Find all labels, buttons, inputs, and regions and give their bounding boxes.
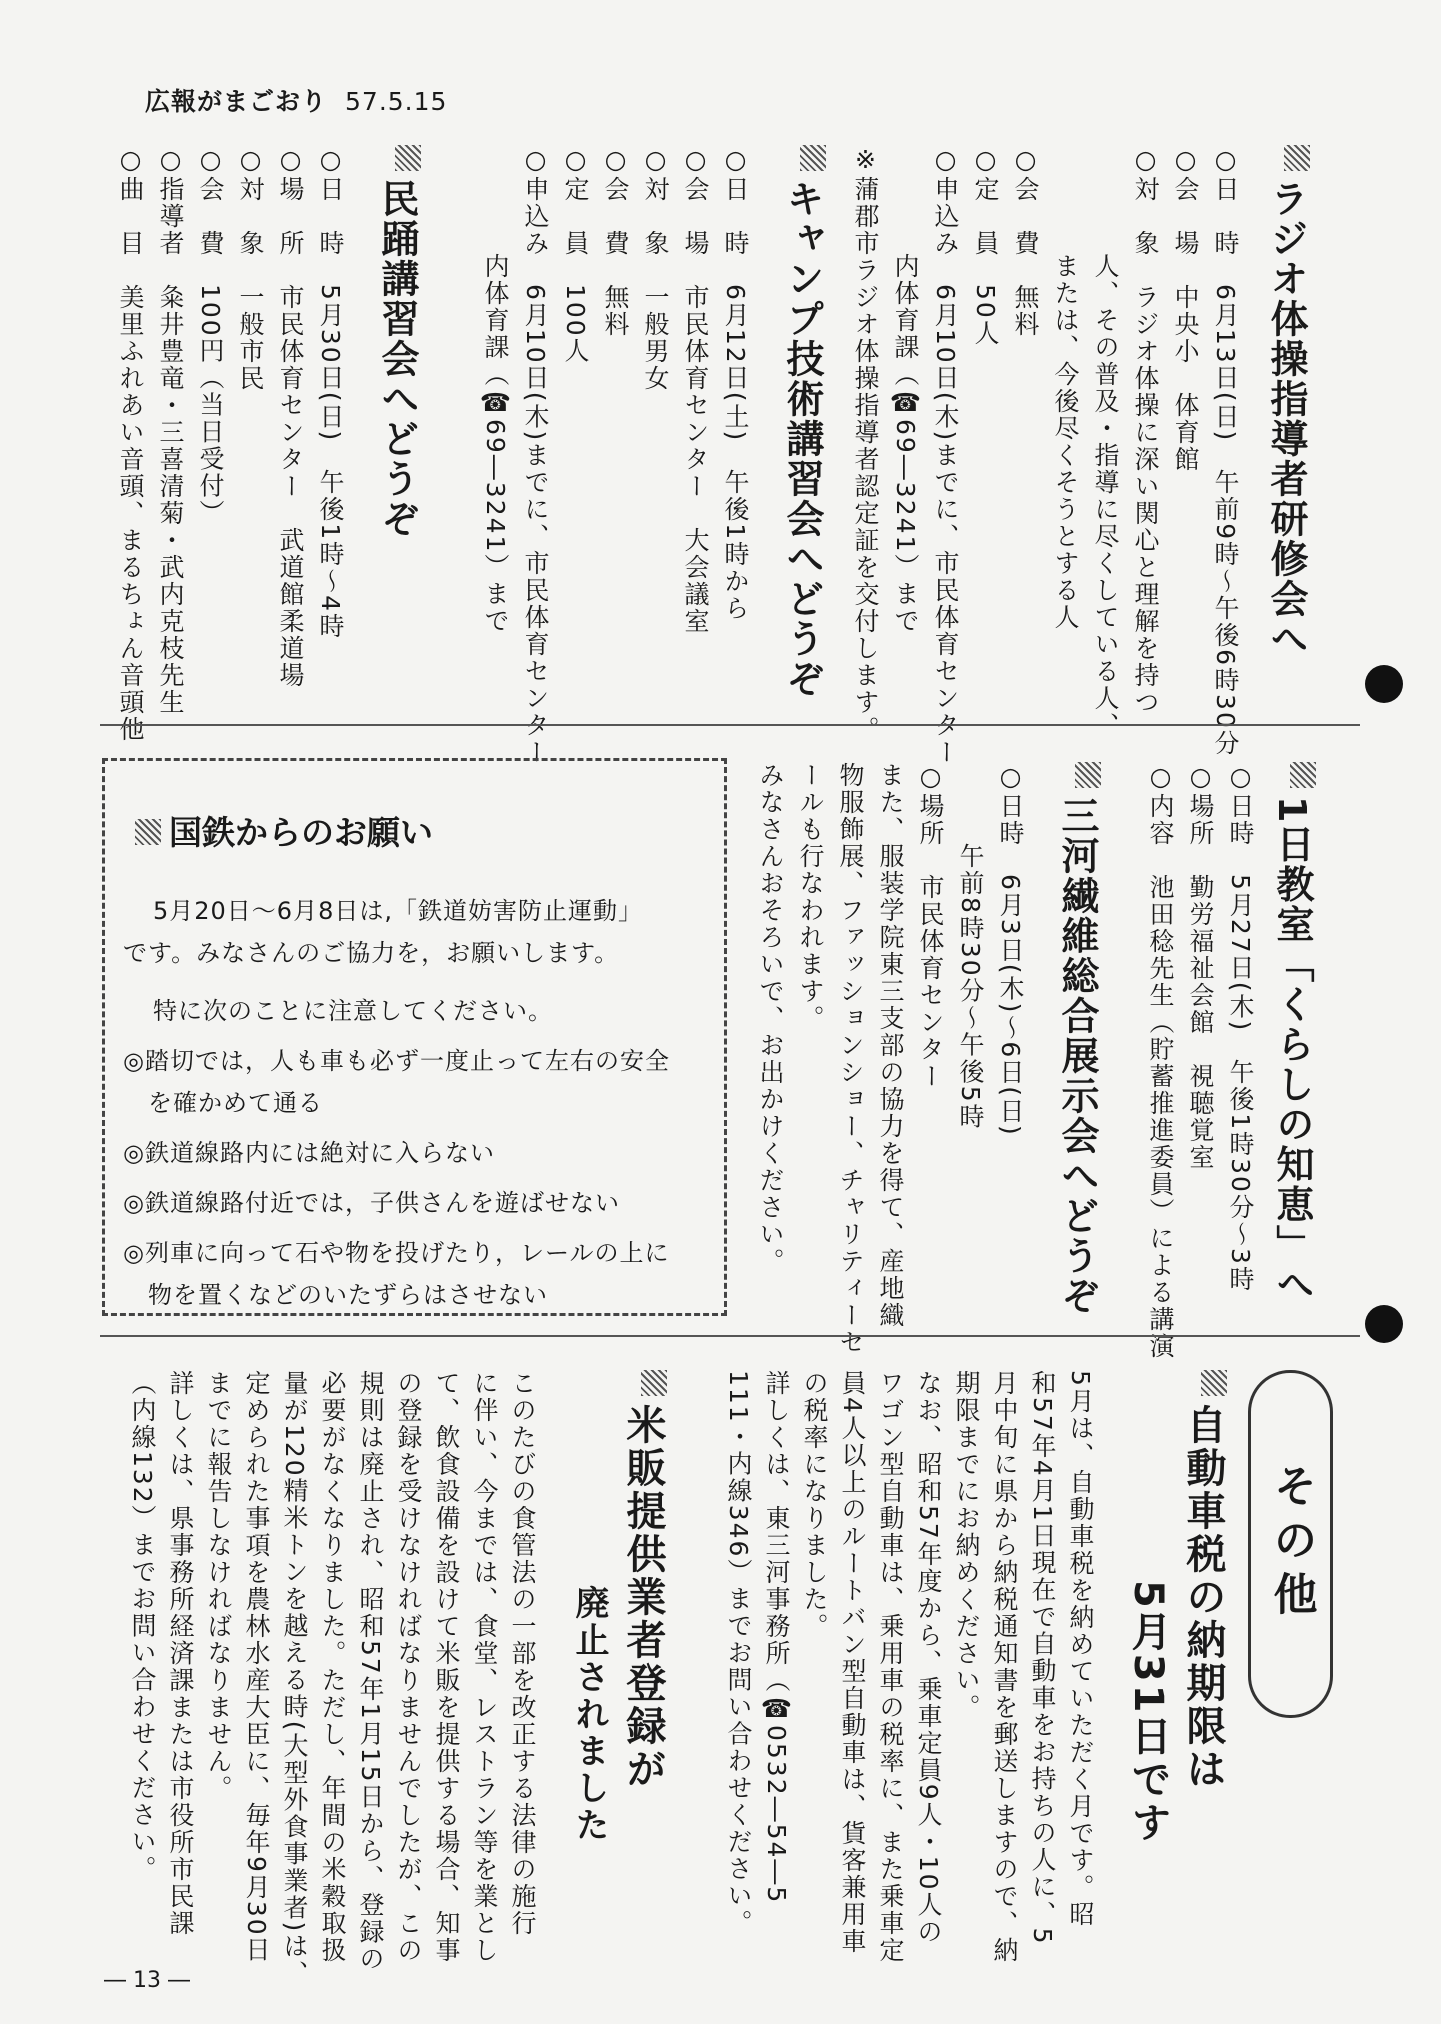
jidousha-line: 5月は、自動車税を納めていただく月です。昭 <box>1066 1370 1095 1928</box>
minyo-line: ○日 時 5月30日(日) 午後1時～4時 <box>316 145 345 641</box>
hatch-mark <box>135 819 161 845</box>
ichinichi-line: ○場所 勤労福祉会館 視聴覚室 <box>1186 762 1215 1171</box>
beihan-line: て、飲食設備を設けて米販を提供する場合、知事 <box>432 1370 461 1964</box>
beihan-line: 規則は廃止され、昭和57年1月15日から、登録の <box>356 1370 385 1973</box>
hatch-mark <box>1075 762 1101 788</box>
kokutetsu-line: ◎列車に向って石や物を投げたり，レールの上に <box>123 1239 670 1267</box>
beihan-line: の登録を受けなければなりませんでしたが、この <box>394 1370 423 1964</box>
bullet-dot <box>1365 665 1403 703</box>
radio-line: ○会 場 中央小 体育館 <box>1171 145 1200 473</box>
minyo-section <box>100 145 430 743</box>
camp-line: ○対 象 一般男女 <box>641 145 670 392</box>
mikawa-line: 午前8時30分～午後5時 <box>956 762 985 1131</box>
mikawa-line: また、服装学院東三支部の協力を得て、産地織 <box>876 762 905 1329</box>
beihan-title: 米販提供業者登録が <box>615 1370 672 1791</box>
minyo-line: ○場 所 市民体育センター 武道館柔道場 <box>276 145 305 689</box>
jidousha-line: 和57年4月1日現在で自動車をお持ちの人に、5 <box>1028 1370 1057 1946</box>
jidousha-line: ワゴン型自動車は、乗用車の税率に、また乗車定 <box>876 1370 905 1964</box>
beihan-line: までに報告しなければなりません。 <box>204 1370 233 1802</box>
kokutetsu-line: 5月20日～6月8日は,「鉄道妨害防止運動」 <box>153 897 643 925</box>
jidousha-title: 自動車税の納期限は <box>1175 1370 1232 1791</box>
beihan-line: このたびの食管法の一部を改正する法律の施行 <box>508 1370 537 1937</box>
hatch-mark <box>800 145 826 171</box>
kokutetsu-line: 特に次のことに注意してください。 <box>153 997 553 1025</box>
hatch-mark <box>1290 762 1316 788</box>
minyo-line: ○会 費 100円（当日受付） <box>196 145 225 527</box>
mikawa-line: ○日時 6月3日(木)～6日(日) <box>996 762 1025 1137</box>
jidousha-line: の税率になりました。 <box>800 1370 829 1640</box>
mikawa-title: 三河繊維総合展示会へどうぞ <box>1050 762 1105 1316</box>
kokutetsu-notice-box <box>102 758 727 1316</box>
mikawa-line: ールも行なわれます。 <box>796 762 825 1032</box>
radio-line: ○対 象 ラジオ体操に深い関心と理解を持つ <box>1131 145 1160 716</box>
mikawa-line: ○場所 市民体育センター <box>916 762 945 1090</box>
camp-line: ○会 費 無料 <box>601 145 630 338</box>
jidousha-line: 月中旬に県から納税通知書を郵送しますので、納 <box>990 1370 1019 1964</box>
camp-line: 内体育課（☎69―3241）まで <box>481 145 510 635</box>
jidousha-line: 員4人以上のルートバン型自動車は、貨客兼用車 <box>838 1370 867 1955</box>
issue-date: 57.5.15 <box>345 87 448 116</box>
radio-line: ○申込み 6月10日(木)までに、市民体育センター <box>931 145 960 767</box>
camp-line: ○会 場 市民体育センター 大会議室 <box>681 145 710 635</box>
radio-line: ○定 員 50人 <box>971 145 1000 347</box>
beihan-line: 詳しくは、県事務所経済課または市役所市民課 <box>166 1370 195 1937</box>
beihan-line: 定められた事項を農林水産大臣に、毎年9月30日 <box>242 1370 271 1964</box>
hatch-mark <box>1201 1370 1227 1396</box>
kokutetsu-line: 物を置くなどのいたずらはさせない <box>123 1281 548 1309</box>
hatch-mark <box>395 145 421 171</box>
camp-section <box>470 145 830 767</box>
radio-line: ○会 費 無料 <box>1011 145 1040 338</box>
section-divider <box>100 724 1360 726</box>
radio-line: ○日 時 6月13日(日) 午前9時～午後6時30分 <box>1211 145 1240 757</box>
kokutetsu-line: を確かめて通る <box>123 1089 323 1117</box>
camp-line: ○申込み 6月10日(木)までに、市民体育センター <box>521 145 550 767</box>
beihan-line: （内線132）までお問い合わせください。 <box>128 1370 157 1883</box>
mikawa-section <box>750 762 1105 1356</box>
ichinichi-line: ○内容 池田稔先生（貯蓄推進委員）による講演 <box>1146 762 1175 1360</box>
minyo-line: ○曲 目 美里ふれあい音頭、まるちょん音頭他 <box>116 145 145 743</box>
radio-section <box>851 145 1308 767</box>
jidousha-line: 期限までにお納めください。 <box>952 1370 981 1721</box>
jidousha-subtitle: 5月31日です <box>1125 1580 1171 1845</box>
kokutetsu-line: です。みなさんのご協力を，お願いします。 <box>123 939 620 967</box>
hatch-mark <box>1284 145 1310 171</box>
hatch-mark <box>641 1370 667 1396</box>
minyo-line: ○指導者 粂井豊竜・三喜清菊・武内克枝先生 <box>156 145 185 716</box>
sonota-category-label: その他 <box>1248 1370 1333 1718</box>
publication-name: 広報がまごおり <box>145 87 328 116</box>
page-header <box>145 82 447 118</box>
bullet-dot <box>1365 1305 1403 1343</box>
page-number: ― 13 ― <box>104 1968 190 1993</box>
kokutetsu-line: ◎踏切では，人も車も必ず一度止って左右の安全 <box>123 1047 670 1075</box>
camp-line: ○日 時 6月12日(土) 午後1時から <box>721 145 750 623</box>
section-divider <box>100 1335 1360 1337</box>
camp-title: キャンプ技術講習会へどうぞ <box>775 145 830 699</box>
minyo-line: ○対 象 一般市民 <box>236 145 265 392</box>
beihan-section <box>100 1370 680 1988</box>
camp-line: ○定 員 100人 <box>561 145 590 365</box>
beihan-line: 必要がなくなりました。ただし、年間の米穀取扱 <box>318 1370 347 1964</box>
mikawa-line: みなさんおそろいで、お出かけください。 <box>756 762 785 1275</box>
ichinichi-title: 1日教室「くらしの知恵」へ <box>1265 762 1320 1304</box>
ichinichi-section <box>1146 762 1320 1360</box>
beihan-line: 量が120精米トンを越える時(大型外食事業者)は、 <box>280 1370 309 1988</box>
radio-line: ※蒲郡市ラジオ体操指導者認定証を交付します。 <box>851 145 880 743</box>
radio-title: ラジオ体操指導者研修会へ <box>1259 145 1314 659</box>
ichinichi-line: ○日時 5月27日(木) 午後1時30分～3時 <box>1226 762 1255 1293</box>
kokutetsu-line: ◎鉄道線路内には絶対に入らない <box>123 1139 495 1167</box>
jidousha-line: 詳しくは、東三河事務所（☎0532―54―5 <box>762 1370 791 1905</box>
minyo-title: 民踊講習会へどうぞ <box>370 145 425 539</box>
beihan-subtitle: 廃止されました <box>569 1585 609 1844</box>
kokutetsu-line: ◎鉄道線路付近では，子供さんを遊ばせない <box>123 1189 620 1217</box>
kokutetsu-title: 国鉄からのお願い <box>135 807 433 854</box>
jidousha-line: なお、昭和57年度から、乗車定員9人・10人の <box>914 1370 943 1946</box>
jidousha-line: 111・内線346）までお問い合わせください。 <box>724 1370 753 1937</box>
radio-line: 人、その普及・指導に尽くしている人、 <box>1091 145 1120 739</box>
beihan-line: に伴い、今までは、食堂、レストラン等を業とし <box>470 1370 499 1964</box>
jidousha-section <box>700 1370 1240 1964</box>
radio-line: または、今後尽くそうとする人 <box>1051 145 1080 631</box>
radio-line: 内体育課（☎69―3241）まで <box>891 145 920 635</box>
mikawa-line: 物服飾展、ファッションショー、チャリティーセ <box>836 762 865 1356</box>
